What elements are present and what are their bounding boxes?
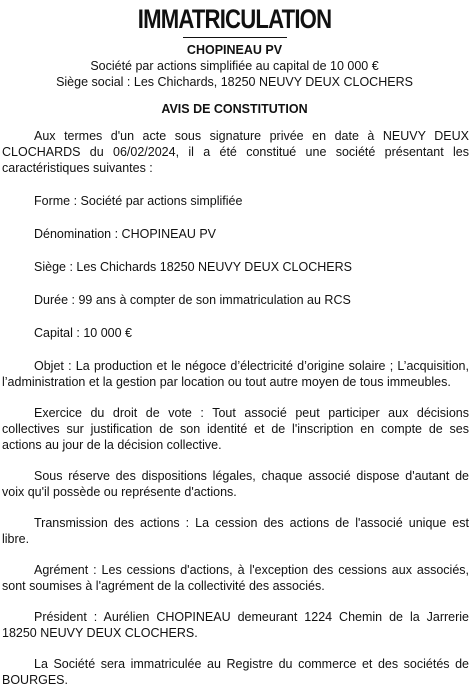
reserve-paragraph: Sous réserve des dispositions légales, chaque associé dispose d'autant de voix qu'il possède ou représente d'actions. bbox=[2, 469, 469, 499]
duree-paragraph: Durée : 99 ans à compter de son immatriculation au RCS bbox=[34, 293, 351, 307]
company-form-capital: Société par actions simplifiée au capital de 10 000 € bbox=[90, 59, 379, 73]
objet-paragraph: Objet : La production et le négoce d’électricité d’origine solaire ; L’acquisition, l’administration et la gestion par location ou tout autre moyen de tous immeubles. bbox=[2, 359, 469, 389]
droit-vote-paragraph: Exercice du droit de vote : Tout associé peut participer aux décisions collectives sur justification de son identité et de l'inscription en compte de ses actions au jour de la décision collective. bbox=[2, 406, 469, 452]
notice-category-title: IMMATRICULATION bbox=[137, 4, 332, 34]
transmission-paragraph: Transmission des actions : La cession des actions de l'associé unique est libre. bbox=[2, 516, 469, 546]
forme-paragraph: Forme : Société par actions simplifiée bbox=[34, 194, 243, 208]
immatriculation-paragraph: La Société sera immatriculée au Registre du commerce et des sociétés de BOURGES. bbox=[2, 657, 469, 687]
president-paragraph: Président : Aurélien CHOPINEAU demeurant 1224 Chemin de la Jarrerie 18250 NEUVY DEUX CLOCHERS. bbox=[2, 610, 469, 640]
capital-paragraph: Capital : 10 000 € bbox=[34, 326, 132, 340]
registered-office: Siège social : Les Chichards, 18250 NEUVY DEUX CLOCHERS bbox=[56, 75, 413, 89]
company-name: CHOPINEAU PV bbox=[186, 43, 283, 57]
intro-paragraph: Aux termes d'un acte sous signature privée en date à NEUVY DEUX CLOCHARDS du 06/02/2024, il a été constitué une société présentant les caractéristiques suivantes : bbox=[2, 129, 469, 175]
title-underline bbox=[183, 37, 287, 38]
siege-paragraph: Siège : Les Chichards 18250 NEUVY DEUX CLOCHERS bbox=[34, 260, 352, 274]
section-title: AVIS DE CONSTITUTION bbox=[161, 102, 308, 116]
denomination-paragraph: Dénomination : CHOPINEAU PV bbox=[34, 227, 217, 241]
agrement-paragraph: Agrément : Les cessions d'actions, à l'exception des cessions aux associés, sont soumises à l'agrément de la collectivité des associés. bbox=[2, 563, 469, 593]
